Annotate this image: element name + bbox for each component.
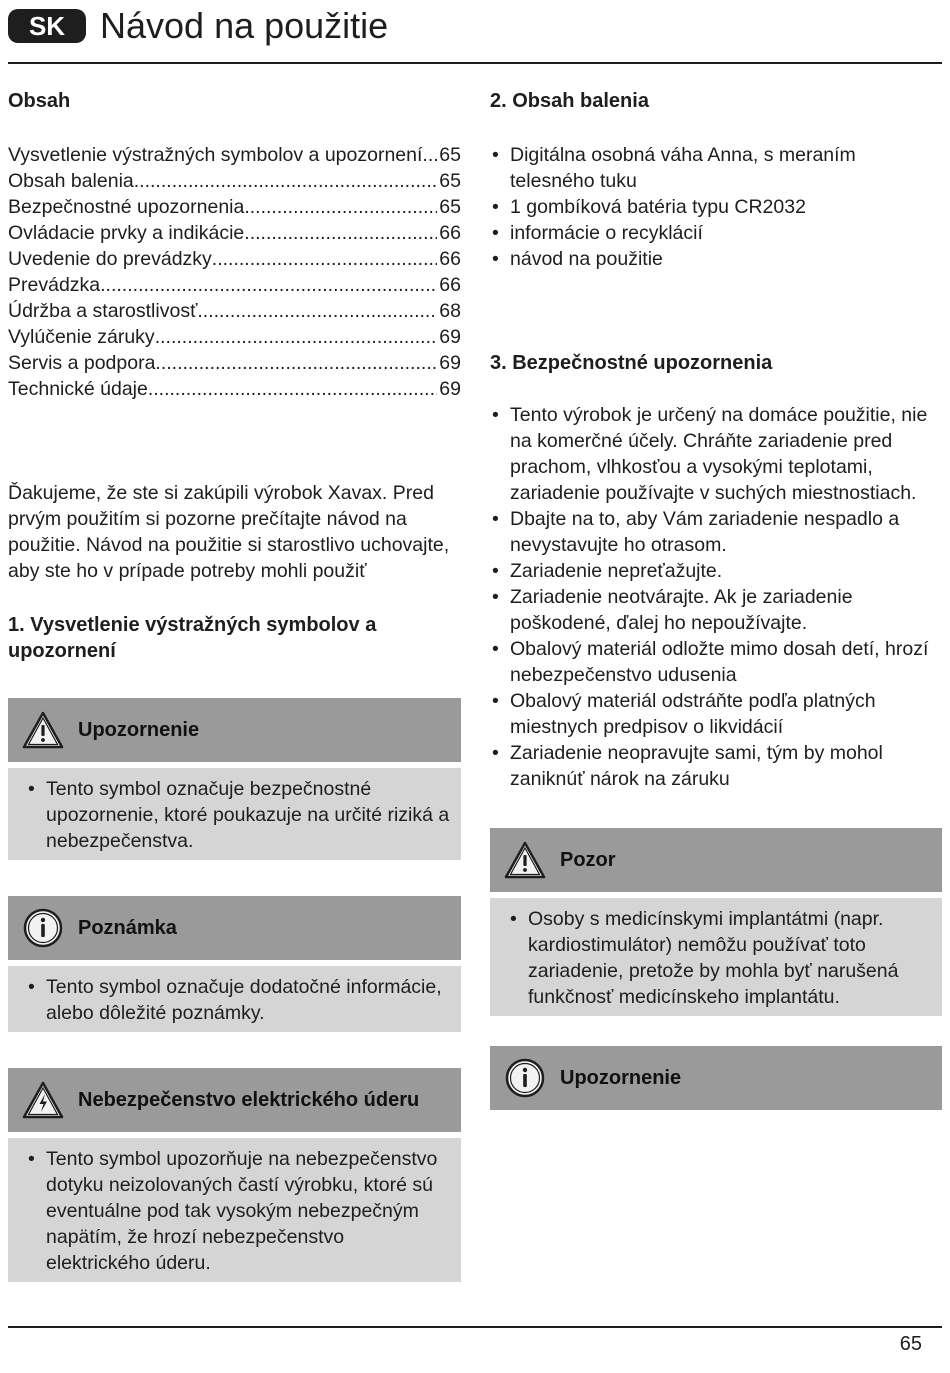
toc-page: 66	[439, 274, 461, 296]
notice-header	[490, 828, 942, 892]
toc-page: 69	[439, 378, 461, 400]
toc-leader	[148, 376, 437, 402]
toc-label: Vysvetlenie výstražných symbolov a upozornení	[8, 144, 423, 166]
notice-text: • Tento symbol označuje dodatočné informácie, alebo dôležité poznámky.	[26, 974, 451, 1026]
toc-label: Bezpečnostné upozornenia	[8, 196, 245, 218]
toc-label: Prevádzka	[8, 274, 101, 296]
section-3-heading: 3. Bezpečnostné upozornenia	[490, 352, 773, 374]
toc-row[interactable]	[8, 168, 461, 194]
notice-header	[8, 896, 461, 960]
notice-note	[8, 896, 461, 1032]
warning-triangle-icon	[504, 839, 546, 881]
notice-info	[490, 1046, 942, 1110]
safety-list	[490, 402, 942, 792]
page-header	[8, 4, 942, 48]
toc-label: Ovládacie prvky a indikácie	[8, 222, 245, 244]
document-title: Návod na použitie	[100, 5, 389, 46]
toc-row[interactable]	[8, 246, 461, 272]
info-circle-icon	[504, 1057, 546, 1099]
toc-row[interactable]	[8, 350, 461, 376]
page-number: 65	[899, 1333, 922, 1355]
toc-leader	[155, 350, 437, 376]
info-circle-icon	[22, 907, 64, 949]
toc-page: 65	[439, 196, 461, 218]
notice-body	[490, 898, 942, 1016]
toc-row[interactable]	[8, 272, 461, 298]
notice-text: • Tento symbol označuje bezpečnostné upozornenie, ktoré poukazuje na určité riziká a nebezpečenstva.	[26, 776, 451, 854]
toc-row[interactable]	[8, 324, 461, 350]
notice-warning	[8, 698, 461, 860]
list-item: • Zariadenie neopravujte sami, tým by mohol zaniknúť nárok na záruku	[490, 740, 942, 792]
list-item: • Obalový materiál odložte mimo dosah detí, hrozí nebezpečenstvo udusenia	[490, 636, 942, 688]
toc-leader	[134, 168, 438, 194]
toc-page: 65	[439, 170, 461, 192]
footer-rule	[8, 1326, 942, 1328]
warning-triangle-icon	[22, 709, 64, 751]
section-2-heading: 2. Obsah balenia	[490, 90, 649, 112]
notice-text: • Osoby s medicínskymi implantátmi (napr. kardiostimulátor) nemôžu používať toto zariadenie, pretože by mohla byť narušená funkčnosť medicínskeho implantátu.	[508, 906, 932, 1010]
notice-header	[8, 698, 461, 762]
list-item: • Obalový materiál odstráňte podľa platných miestnych predpisov o likvidácií	[490, 688, 942, 740]
notice-caution	[490, 828, 942, 1016]
toc-leader	[100, 272, 437, 298]
toc-leader	[212, 246, 438, 272]
list-item: • návod na použitie	[490, 246, 942, 272]
toc-leader	[422, 142, 437, 168]
toc-row[interactable]	[8, 142, 461, 168]
toc-leader	[244, 194, 437, 220]
toc-label: Vylúčenie záruky	[8, 326, 155, 348]
notice-title: Nebezpečenstvo elektrického úderu	[78, 1088, 420, 1111]
notice-title: Upozornenie	[78, 718, 200, 741]
toc-page: 68	[439, 300, 461, 322]
toc-label: Technické údaje	[8, 378, 148, 400]
notice-title: Upozornenie	[560, 1066, 682, 1089]
toc-row[interactable]	[8, 220, 461, 246]
header-rule	[8, 62, 942, 64]
notice-body	[8, 1138, 461, 1282]
list-item: • Zariadenie nepreťažujte.	[490, 558, 942, 584]
list-item: • Dbajte na to, aby Vám zariadenie nespadlo a nevystavujte ho otrasom.	[490, 506, 942, 558]
toc-leader	[197, 298, 437, 324]
toc-page: 66	[439, 248, 461, 270]
notice-header	[8, 1068, 461, 1132]
intro-paragraph: Ďakujeme, že ste si zakúpili výrobok Xavax. Pred prvým použitím si pozorne prečítajte návod na použitie. Návod na použitie si starostlivo uchovajte, aby ste ho v prípade potreby mohli použiť	[8, 482, 450, 582]
toc-row[interactable]	[8, 298, 461, 324]
language-badge: SK	[8, 9, 86, 43]
section-1-heading: 1. Vysvetlenie výstražných symbolov a upozornení	[8, 614, 377, 662]
notice-electric	[8, 1068, 461, 1282]
table-of-contents	[8, 142, 461, 402]
toc-row[interactable]	[8, 376, 461, 402]
notice-title: Pozor	[560, 848, 616, 871]
notice-body	[8, 966, 461, 1032]
toc-label: Servis a podpora	[8, 352, 156, 374]
toc-page: 69	[439, 352, 461, 374]
toc-page: 66	[439, 222, 461, 244]
list-item: • 1 gombíková batéria typu CR2032	[490, 194, 942, 220]
toc-label: Obsah balenia	[8, 170, 134, 192]
toc-leader	[244, 220, 437, 246]
notice-title: Poznámka	[78, 916, 177, 939]
toc-row[interactable]	[8, 194, 461, 220]
toc-leader	[155, 324, 438, 350]
electric-hazard-icon	[22, 1079, 64, 1121]
toc-label: Údržba a starostlivosť	[8, 300, 198, 322]
toc-heading: Obsah	[8, 90, 71, 112]
list-item: • Tento výrobok je určený na domáce použitie, nie na komerčné účely. Chráňte zariadenie pred prachom, vlhkosťou a vysokými teplotami, zariadenie používajte v suchých miestnostiach.	[490, 402, 942, 506]
list-item: • informácie o recyklácií	[490, 220, 942, 246]
list-item: • Zariadenie neotvárajte. Ak je zariadenie poškodené, ďalej ho nepoužívajte.	[490, 584, 942, 636]
toc-page: 65	[439, 144, 461, 166]
right-column	[490, 88, 942, 1110]
toc-label: Uvedenie do prevádzky	[8, 248, 212, 270]
toc-page: 69	[439, 326, 461, 348]
notice-header	[490, 1046, 942, 1110]
notice-text: • Tento symbol upozorňuje na nebezpečenstvo dotyku neizolovaných častí výrobku, ktoré sú eventuálne pod tak vysokým nebezpečným napätím, že hrozí nebezpečenstvo elektrického úderu.	[26, 1146, 451, 1276]
left-column	[8, 88, 461, 1282]
list-item: • Digitálna osobná váha Anna, s meraním telesného tuku	[490, 142, 942, 194]
notice-body	[8, 768, 461, 860]
package-contents-list	[490, 142, 942, 272]
